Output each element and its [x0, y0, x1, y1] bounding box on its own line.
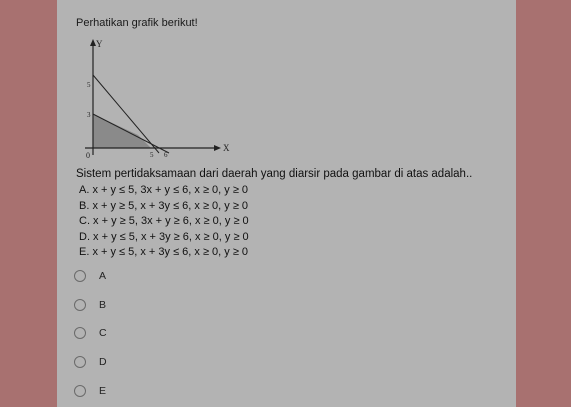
- radio-c[interactable]: [74, 327, 86, 339]
- choice-a-text: A. x + y ≤ 5, 3x + y ≤ 6, x ≥ 0, y ≥ 0: [79, 184, 249, 196]
- radio-a[interactable]: [74, 270, 86, 282]
- choice-list: [79, 183, 249, 261]
- x-axis-label: X: [223, 143, 230, 153]
- answer-option-d[interactable]: [74, 352, 107, 372]
- x-tick-6: 6: [164, 151, 168, 159]
- radio-d[interactable]: [74, 356, 86, 368]
- question-title: Perhatikan grafik berikut!: [76, 17, 198, 29]
- question-card: [57, 0, 516, 407]
- radio-b[interactable]: [74, 299, 86, 311]
- inequality-graph: [81, 35, 241, 165]
- shaded-region: [93, 114, 151, 148]
- choice-d-text: D. x + y ≤ 5, x + 3y ≥ 6, x ≥ 0, y ≥ 0: [79, 230, 249, 243]
- choice-b-text: B. x + y ≥ 5, x + 3y ≤ 6, x ≥ 0, y ≥ 0: [79, 199, 249, 212]
- answer-label-d: D: [99, 356, 107, 368]
- answer-option-c[interactable]: [74, 323, 107, 343]
- answer-label-a: A: [99, 270, 107, 282]
- y-tick-3: 3: [87, 111, 91, 119]
- y-axis-label: Y: [96, 39, 103, 49]
- answer-label-b: B: [99, 299, 107, 311]
- answer-option-a[interactable]: [74, 266, 106, 286]
- question-prompt: Sistem pertidaksamaan dari daerah yang diarsir pada gambar di atas adalah..: [76, 168, 473, 180]
- origin-label: 0: [86, 151, 90, 160]
- choice-e-text: E. x + y ≤ 5, x + 3y ≤ 6, x ≥ 0, y ≥ 0: [79, 246, 249, 258]
- y-tick-5: 5: [87, 81, 91, 89]
- x-tick-5: 5: [150, 151, 154, 159]
- choice-c-text: C. x + y ≥ 5, 3x + y ≥ 6, x ≥ 0, y ≥ 0: [79, 215, 249, 227]
- x-axis-arrow: [214, 145, 221, 151]
- answer-option-b[interactable]: [74, 295, 106, 315]
- answer-label-e: E: [99, 385, 107, 397]
- answer-label-c: C: [99, 327, 107, 339]
- radio-e[interactable]: [74, 385, 86, 397]
- answer-option-e[interactable]: [74, 381, 106, 401]
